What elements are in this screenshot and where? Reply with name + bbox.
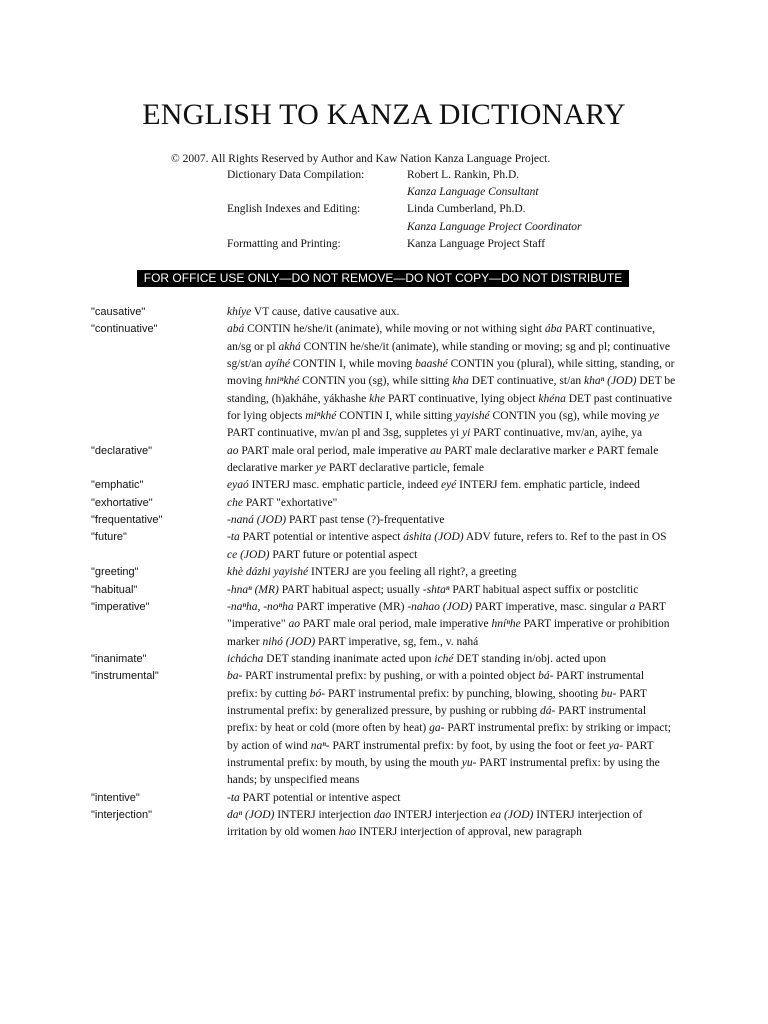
entry-definition	[227, 807, 677, 842]
kanza-word: dá-	[539, 704, 556, 717]
entry-term: "future"	[91, 531, 127, 544]
kanza-word: eyaó	[227, 479, 249, 492]
definition-text: PART male declarative marker	[441, 444, 589, 457]
kanza-word: ce (JOD)	[227, 548, 270, 561]
entry-term: "intentive"	[91, 791, 140, 804]
credit-value: Robert L. Rankin, Ph.D.	[407, 169, 520, 181]
entry-term: "imperative"	[91, 600, 150, 613]
definition-text: PART imperative, masc. singular	[472, 600, 630, 613]
kanza-word: hníⁿhe	[491, 618, 521, 631]
kanza-word: -shtaⁿ	[422, 583, 450, 596]
kanza-word: -hnaⁿ (MR)	[227, 583, 279, 596]
kanza-word: -ta	[227, 791, 240, 804]
definition-text: PART imperative (MR)	[293, 600, 408, 613]
entry-definition	[227, 599, 677, 651]
definition-text: PART male oral period, male imperative	[299, 618, 492, 631]
definition-text: CONTIN you (plural), while sitting, standing, or moving	[227, 358, 675, 388]
entry-definition	[227, 495, 677, 512]
definition-text: PART continuative, mv/an pl and 3sg, suppletes yi	[227, 427, 463, 440]
dictionary-entry	[0, 599, 768, 651]
definition-text: PART instrumental prefix: by foot, by using the foot or feet	[329, 739, 609, 752]
credit-value: Kanza Language Project Coordinator	[407, 220, 582, 233]
entry-term: "greeting"	[91, 566, 139, 579]
definition-text: PART potential or intentive aspect	[239, 531, 404, 544]
kanza-word: ea (JOD)	[490, 808, 534, 821]
kanza-word: -naⁿha, -noⁿha	[227, 600, 294, 613]
kanza-word: daⁿ (JOD)	[227, 808, 275, 821]
dictionary-entry	[0, 529, 768, 564]
definition-text: INTERJ masc. emphatic particle, indeed	[248, 479, 441, 492]
kanza-word: abá	[227, 323, 245, 336]
definition-text: CONTIN I, while sitting	[336, 410, 456, 423]
definition-text: PART instrumental prefix: by generalized pressure, by pushing or rubbing	[227, 687, 647, 717]
kanza-word: yi	[462, 427, 471, 440]
entry-definition	[227, 443, 677, 478]
kanza-word: nihó (JOD)	[262, 635, 316, 648]
dictionary-entry	[0, 304, 768, 321]
kanza-word: -nahao (JOD)	[407, 600, 473, 613]
entry-definition	[227, 790, 677, 807]
kanza-word: ye	[315, 462, 326, 475]
definition-text: PART instrumental prefix: by mouth, by using the mouth	[227, 739, 654, 769]
kanza-word: áshita (JOD)	[403, 531, 464, 544]
kanza-word: khe	[369, 392, 386, 405]
definition-text: PART habitual aspect suffix or postclitic	[449, 583, 639, 596]
definition-text: INTERJ are you feeling all right?, a greeting	[308, 566, 517, 579]
entry-term: "instrumental"	[91, 670, 159, 683]
definition-text: DET standing in/obj. acted upon	[453, 652, 606, 665]
definition-text: VT cause, dative causative aux.	[251, 306, 400, 318]
kanza-word: miⁿkhé	[305, 410, 337, 423]
definition-text: PART instrumental prefix: by striking or impact; by action of wind	[227, 722, 671, 752]
credit-label: Formatting and Printing:	[227, 237, 341, 250]
definition-text: PART habitual aspect; usually	[278, 583, 423, 596]
definition-text: PART imperative or prohibition marker	[227, 618, 670, 648]
definition-text: PART instrumental prefix: by punching, blowing, shooting	[325, 687, 602, 700]
kanza-word: ao	[227, 444, 239, 457]
entry-term: "emphatic"	[91, 479, 144, 492]
kanza-word: -naná (JOD)	[227, 514, 287, 527]
dictionary-entries	[0, 304, 768, 842]
credit-row	[0, 236, 768, 253]
definition-text: PART declarative particle, female	[325, 462, 484, 475]
kanza-word: ye	[649, 410, 660, 423]
entry-term: "declarative"	[91, 444, 153, 457]
copyright-notice: © 2007. All Rights Reserved by Author and Kaw Nation Kanza Language Project.	[171, 153, 551, 165]
entry-definition	[227, 582, 677, 599]
entry-definition	[227, 321, 677, 442]
credit-value: Kanza Language Project Staff	[407, 237, 546, 250]
definition-text: CONTIN I, while moving	[289, 358, 416, 371]
entry-term: "frequentative"	[91, 514, 163, 527]
kanza-word: ya-	[608, 739, 624, 752]
entry-term: "interjection"	[91, 808, 153, 821]
kanza-word: bu-	[601, 687, 617, 700]
kanza-word: au	[430, 444, 442, 457]
kanza-word: khéna	[538, 392, 566, 405]
dictionary-entry	[0, 582, 768, 599]
dictionary-entry	[0, 443, 768, 478]
credit-label: Dictionary Data Compilation:	[227, 169, 365, 181]
entry-definition	[227, 651, 677, 668]
kanza-word: yayishé	[455, 410, 490, 423]
kanza-word: bó-	[309, 687, 326, 700]
definition-text: INTERJ interjection	[390, 808, 491, 821]
kanza-word: naⁿ-	[310, 739, 330, 752]
definition-text: PART instrumental prefix: by pushing, or with a pointed object	[242, 670, 539, 683]
definition-text: PART instrumental prefix: by heat or cold (more often by heat)	[227, 704, 647, 735]
dictionary-entry	[0, 807, 768, 842]
credits-block	[0, 167, 768, 253]
credit-row	[0, 219, 768, 236]
entry-term: "inanimate"	[91, 652, 147, 665]
definition-text: CONTIN you (sg), while sitting	[299, 375, 453, 388]
definition-text: PART potential or intentive aspect	[239, 791, 401, 804]
entry-term: "habitual"	[91, 583, 138, 596]
credit-row	[0, 201, 768, 218]
entry-term: "continuative"	[91, 323, 158, 336]
kanza-word: ao	[288, 618, 300, 631]
definition-text: CONTIN he/she/it (animate), while standing or moving; sg and pl; continuative sg/st/an	[227, 340, 671, 371]
entry-definition	[227, 304, 677, 321]
definition-text: PART female declarative marker	[227, 444, 659, 475]
definition-text: PART "imperative"	[227, 600, 666, 631]
definition-text: CONTIN he/she/it (animate), while moving or not withing sight	[244, 323, 545, 336]
credit-value: Linda Cumberland, Ph.D.	[407, 203, 526, 216]
definition-text: PART continuative, lying object	[385, 392, 539, 405]
credit-label: English Indexes and Editing:	[227, 203, 361, 216]
credit-value: Kanza Language Consultant	[407, 186, 539, 199]
dictionary-entry	[0, 651, 768, 668]
kanza-word: ichácha	[227, 652, 264, 665]
definition-text: DET be standing, (h)akháhe, yákhashe	[227, 375, 676, 405]
kanza-word: iché	[434, 652, 454, 665]
definition-text: INTERJ fem. emphatic particle, indeed	[456, 479, 640, 492]
definition-text: PART instrumental prefix: by cutting	[227, 670, 645, 700]
kanza-word: dao	[373, 808, 391, 821]
definition-text: PART continuative, mv/an, ayihe, ya	[470, 427, 643, 440]
kanza-word: hniⁿkhé	[265, 375, 300, 388]
definition-text: PART "exhortative"	[242, 496, 338, 509]
dictionary-entry	[0, 495, 768, 512]
kanza-word: khè dázhi yayishé	[227, 566, 309, 579]
kanza-word: ayíhé	[265, 358, 290, 371]
definition-text: DET past continuative for lying objects	[227, 392, 672, 423]
dictionary-entry	[0, 790, 768, 807]
kanza-word: yu-	[461, 756, 477, 769]
entry-term: "exhortative"	[91, 496, 153, 509]
kanza-word: kha	[452, 375, 469, 388]
definition-text: ADV future, refers to. Ref to the past in OS	[463, 531, 667, 544]
entry-definition	[227, 529, 677, 564]
kanza-word: akhá	[278, 340, 301, 353]
definition-text: PART past tense (?)-frequentative	[286, 514, 445, 527]
dictionary-entry	[0, 512, 768, 529]
entry-definition	[227, 668, 677, 789]
definition-text: PART male oral period, male imperative	[238, 444, 431, 457]
definition-text: INTERJ interjection of irritation by old women	[227, 808, 643, 839]
definition-text: DET standing inanimate acted upon	[263, 652, 435, 665]
dictionary-entry	[0, 564, 768, 581]
credit-row	[0, 184, 768, 201]
entry-term: "causative"	[91, 306, 146, 318]
definition-text: PART imperative, sg, fem., v. nahá	[315, 635, 479, 648]
kanza-word: che	[227, 496, 243, 509]
kanza-word: khaⁿ (JOD)	[584, 375, 637, 388]
kanza-word: a	[629, 600, 636, 613]
entry-definition	[227, 564, 677, 581]
kanza-word: hao	[338, 826, 357, 839]
credit-row	[0, 167, 768, 184]
kanza-word: bá-	[538, 670, 554, 683]
kanza-word: ba-	[227, 670, 243, 683]
dictionary-entry	[0, 668, 768, 789]
definition-text: PART continuative, an/sg or pl	[227, 323, 655, 353]
definition-text: PART instrumental prefix: by using the hands; by unspecified means	[227, 756, 660, 787]
dictionary-entry	[0, 321, 768, 442]
kanza-word: ába	[544, 323, 563, 336]
entry-definition	[227, 512, 677, 529]
entry-definition	[227, 477, 677, 494]
definition-text: PART future or potential aspect	[269, 548, 418, 561]
kanza-word: baashé	[415, 358, 448, 371]
dictionary-entry	[0, 477, 768, 494]
definition-text: CONTIN you (sg), while moving	[489, 410, 650, 423]
page-title: ENGLISH TO KANZA DICTIONARY	[142, 98, 626, 131]
definition-text: DET continuative, st/an	[468, 375, 585, 388]
kanza-word: ga-	[429, 722, 445, 735]
office-use-banner: FOR OFFICE USE ONLY—DO NOT REMOVE—DO NOT COPY—DO NOT DISTRIBUTE	[137, 270, 629, 287]
kanza-word: -ta	[227, 531, 240, 544]
definition-text: INTERJ interjection	[274, 808, 374, 821]
kanza-word: khíye	[227, 306, 252, 318]
definition-text: INTERJ interjection of approval, new paragraph	[356, 826, 582, 839]
kanza-word: eyé	[440, 479, 457, 492]
kanza-word: e	[588, 444, 594, 457]
